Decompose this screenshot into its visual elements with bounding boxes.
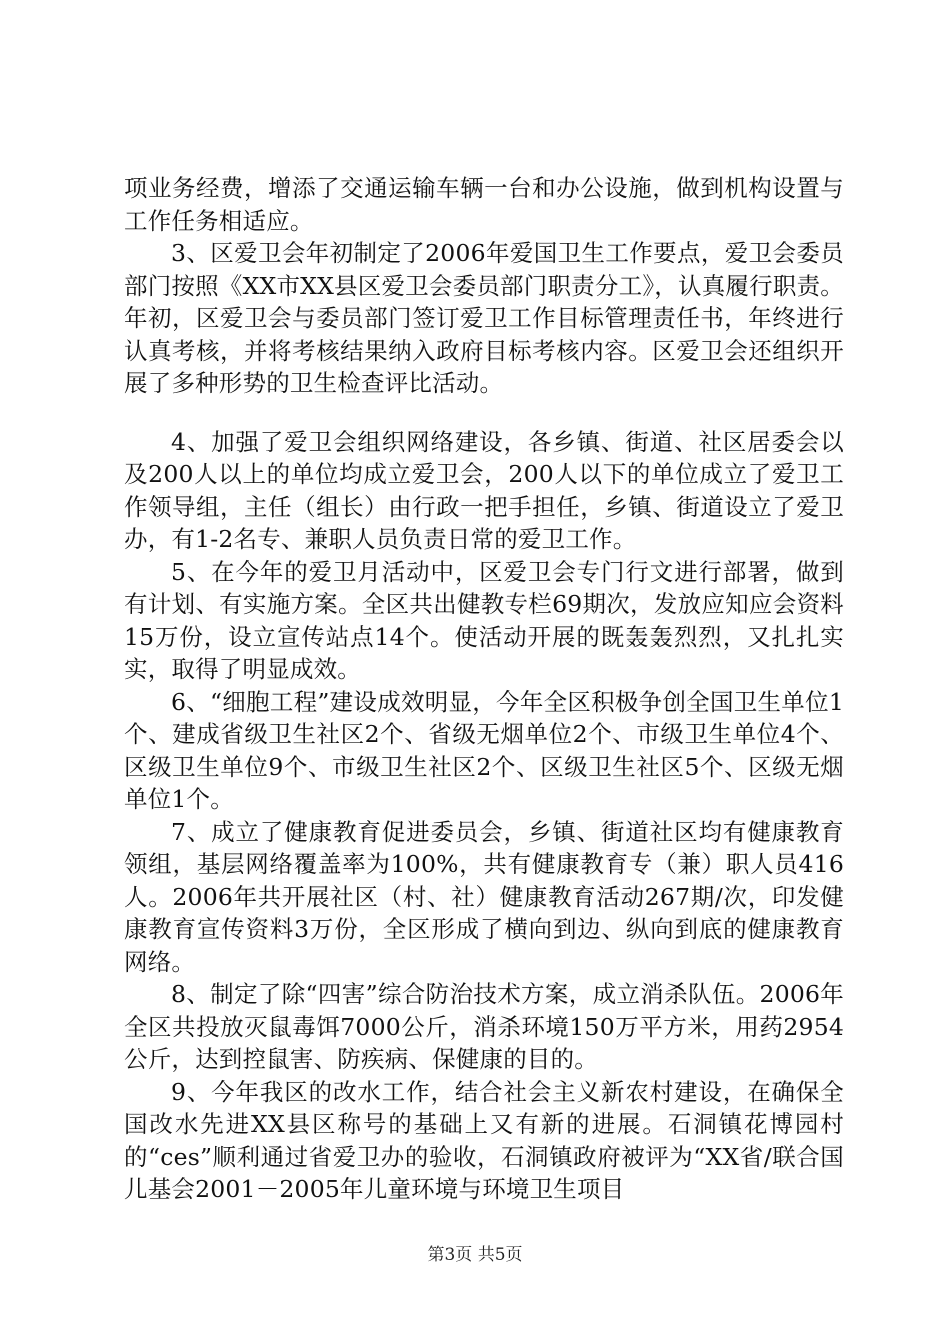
paragraph-continuation: 项业务经费，增添了交通运输车辆一台和办公设施，做到机构设置与工作任务相适应。 (124, 174, 844, 235)
paragraph-item-3: 3、区爱卫会年初制定了2006年爱国卫生工作要点，爱卫会委员部门按照《XX市XX县区爱卫会委员部门职责分工》，认真履行职责。年初，区爱卫会与委员部门签订爱卫工作目标管理责任书，年终进行认真考核，并将考核结果纳入政府目标考核内容。区爱卫会还组织开展了多种形势的卫生检查评比活动。 (124, 239, 844, 397)
document-body (124, 172, 844, 1206)
paragraph-item-4: 4、加强了爱卫会组织网络建设，各乡镇、街道、社区居委会以及200人以上的单位均成立爱卫会，200人以下的单位成立了爱卫工作领导组，主任（组长）由行政一把手担任，乡镇、街道设立了爱卫办，有1-2名专、兼职人员负责日常的爱卫工作。 (124, 427, 844, 553)
page-number-footer: 第3页 共5页 (427, 1245, 523, 1265)
paragraph-item-7: 7、成立了健康教育促进委员会，乡镇、街道社区均有健康教育领组，基层网络覆盖率为100%，共有健康教育专（兼）职人员416人。2006年共开展社区（村、社）健康教育活动267期/次，印发健康教育宣传资料3万份，全区形成了横向到边、纵向到底的健康教育网络。 (124, 817, 844, 976)
paragraph-item-6: 6、“细胞工程”建设成效明显，今年全区积极争创全国卫生单位1个、建成省级卫生社区2个、省级无烟单位2个、市级卫生单位4个、区级卫生单位9个、市级卫生社区2个、区级卫生社区5个、区级无烟单位1个。 (124, 687, 844, 813)
paragraph-item-5: 5、在今年的爱卫月活动中，区爱卫会专门行文进行部署，做到有计划、有实施方案。全区共出健教专栏69期次，发放应知应会资料15万份，设立宣传站点14个。使活动开展的既轰轰烈烈，又扎扎实实，取得了明显成效。 (124, 557, 844, 683)
paragraph-item-8: 8、制定了除“四害”综合防治技术方案，成立消杀队伍。2006年全区共投放灭鼠毒饵7000公斤，消杀环境150万平方米，用药2954公斤，达到控鼠害、防疾病、保健康的目的。 (124, 980, 844, 1073)
paragraph-item-9: 9、今年我区的改水工作，结合社会主义新农村建设，在确保全国改水先进XX县区称号的基础上又有新的进展。石洞镇花博园村的“ces”顺利通过省爱卫办的验收，石洞镇政府被评为“XX省/联合国儿基会2001－2005年儿童环境与环境卫生项目 (124, 1077, 844, 1203)
